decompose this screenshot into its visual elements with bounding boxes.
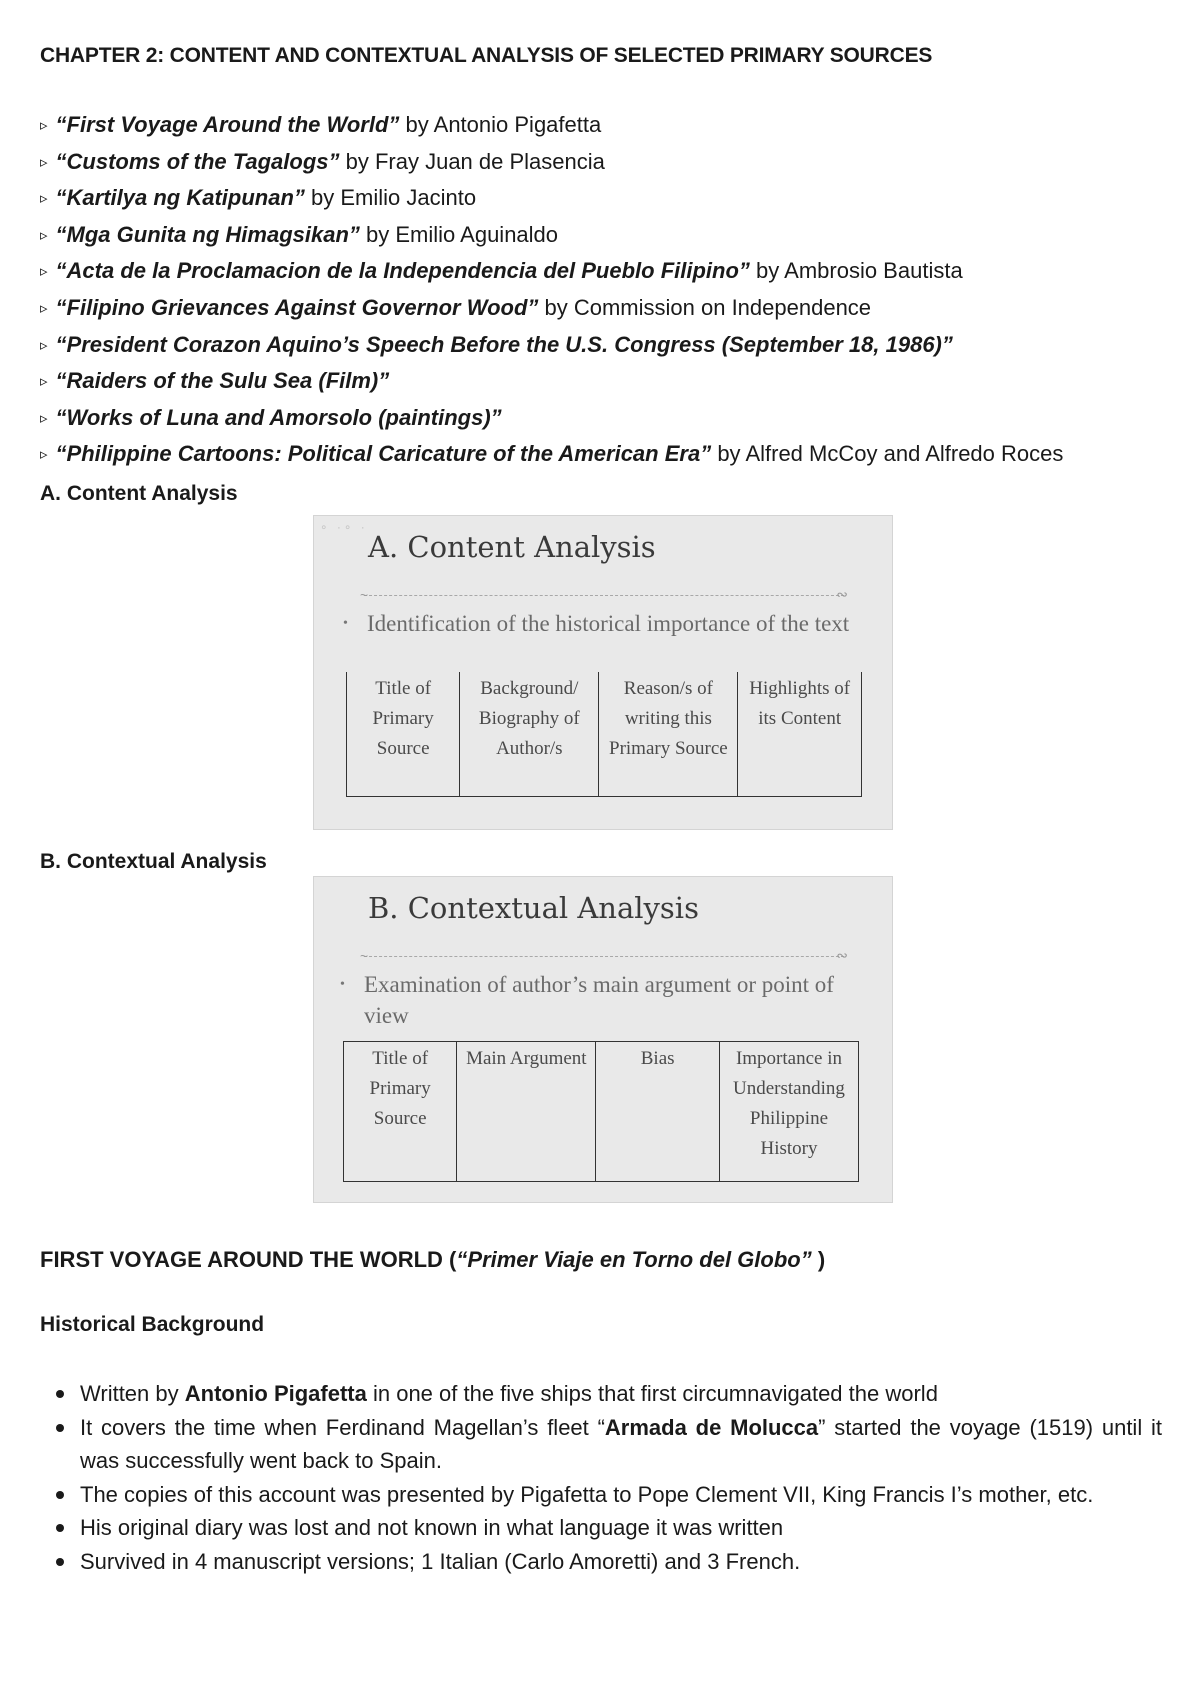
bullet-dot-icon: •	[343, 616, 348, 631]
triangle-bullet-icon: ▹	[40, 336, 48, 354]
decorative-corner: ∘ ·∘ ·	[320, 520, 368, 534]
slide-title: B. Contextual Analysis	[368, 891, 699, 925]
list-item	[40, 437, 1063, 474]
source-author: by Antonio Pigafetta	[399, 112, 602, 137]
list-item	[40, 145, 1063, 182]
ornamental-divider	[360, 584, 848, 603]
voyage-title-text: FIRST VOYAGE AROUND THE WORLD (	[40, 1247, 457, 1272]
slide-bullet-text: Examination of author’s main argument or point of view	[364, 972, 834, 1028]
table-cell: Title of Primary Source	[347, 672, 460, 796]
list-item	[40, 181, 1063, 218]
list-item: Survived in 4 manuscript versions; 1 Italian (Carlo Amoretti) and 3 French.	[80, 1545, 1162, 1579]
source-title: “Acta de la Proclamacion de la Independencia del Pueblo Filipino”	[55, 258, 750, 284]
triangle-bullet-icon: ▹	[40, 226, 48, 244]
chapter-title: CHAPTER 2: CONTENT AND CONTEXTUAL ANALYSIS OF SELECTED PRIMARY SOURCES	[40, 44, 933, 67]
slide-title: A. Content Analysis	[368, 530, 656, 564]
section-heading-contextual-analysis: B. Contextual Analysis	[40, 850, 267, 873]
list-item	[40, 328, 1063, 365]
slide-bullet	[343, 608, 857, 639]
source-title: “Mga Gunita ng Himagsikan”	[55, 221, 360, 247]
list-item: It covers the time when Ferdinand Magellan’s fleet “Armada de Molucca” started the voyage (1519) until it was successfully went back to Spain.	[80, 1411, 1162, 1478]
swirl-icon: ∾	[836, 586, 848, 602]
source-title: “Works of Luna and Amorsolo (paintings)”	[55, 404, 502, 430]
section-heading-content-analysis: A. Content Analysis	[40, 482, 238, 505]
voyage-title-italic: “Primer Viaje en Torno del Globo”	[456, 1247, 812, 1272]
list-item: His original diary was lost and not known in what language it was written	[80, 1511, 1162, 1545]
source-title: “Kartilya ng Katipunan”	[55, 185, 305, 211]
triangle-bullet-icon: ▹	[40, 373, 48, 391]
source-author: by Emilio Aguinaldo	[359, 221, 559, 247]
bullet-dot-icon: •	[340, 977, 345, 992]
source-title: “Filipino Grievances Against Governor Wood”	[55, 294, 539, 320]
slide-bullet-text: Identification of the historical importance of the text	[367, 611, 850, 636]
source-author: by Commission on Independence	[538, 294, 872, 320]
source-title: “President Corazon Aquino’s Speech Before the U.S. Congress (September 18, 1986)”	[55, 331, 953, 357]
list-item	[40, 401, 1063, 438]
contextual-analysis-table	[343, 1041, 859, 1182]
triangle-bullet-icon: ▹	[40, 409, 48, 427]
content-analysis-slide-image	[313, 515, 893, 830]
table-cell: Bias	[596, 1042, 720, 1182]
voyage-title-close: )	[811, 1247, 826, 1272]
contextual-analysis-slide-image	[313, 876, 893, 1203]
triangle-bullet-icon: ▹	[40, 263, 48, 281]
source-author: by Fray Juan de Plasencia	[339, 148, 605, 174]
swirl-icon: ~	[360, 948, 369, 964]
source-author: by Alfred McCoy and Alfredo Roces	[711, 441, 1064, 467]
list-item	[40, 218, 1063, 255]
voyage-section-title	[40, 1247, 825, 1273]
swirl-icon: ∾	[836, 947, 848, 963]
ornamental-divider	[360, 945, 848, 964]
triangle-bullet-icon: ▹	[40, 190, 48, 208]
source-author: by Emilio Jacinto	[304, 185, 477, 211]
content-analysis-table	[346, 672, 862, 797]
list-item	[40, 291, 1063, 328]
source-title: “Raiders of the Sulu Sea (Film)”	[55, 368, 390, 394]
list-item: The copies of this account was presented by Pigafetta to Pope Clement VII, King Francis I’s mother, etc.	[80, 1478, 1162, 1512]
table-cell: Reason/s of writing this Primary Source	[599, 672, 738, 796]
table-cell: Highlights of its Content	[738, 672, 862, 796]
source-title: “Philippine Cartoons: Political Caricature of the American Era”	[55, 441, 712, 467]
list-item	[40, 108, 1063, 145]
list-item: Written by Antonio Pigafetta in one of the five ships that first circumnavigated the world	[80, 1377, 1162, 1411]
table-cell: Main Argument	[457, 1042, 596, 1182]
table-cell: Background/ Biography of Author/s	[460, 672, 599, 796]
historical-background-list	[80, 1377, 1162, 1579]
table-cell: Importance in Understanding Philippine History	[719, 1042, 858, 1182]
source-author: by Ambrosio Bautista	[749, 258, 963, 284]
primary-sources-list	[40, 108, 1063, 474]
triangle-bullet-icon: ▹	[40, 153, 48, 171]
triangle-bullet-icon: ▹	[40, 299, 48, 317]
source-title: “First Voyage Around the World”	[55, 112, 400, 137]
table-cell: Title of Primary Source	[344, 1042, 457, 1182]
source-title: “Customs of the Tagalogs”	[55, 148, 340, 174]
historical-background-heading: Historical Background	[40, 1313, 265, 1336]
slide-bullet	[340, 969, 854, 1031]
triangle-bullet-icon: ▹	[40, 446, 48, 464]
list-item	[40, 364, 1063, 401]
list-item	[40, 254, 1063, 291]
triangle-bullet-icon: ▹	[40, 117, 48, 134]
swirl-icon: ~	[360, 587, 369, 603]
